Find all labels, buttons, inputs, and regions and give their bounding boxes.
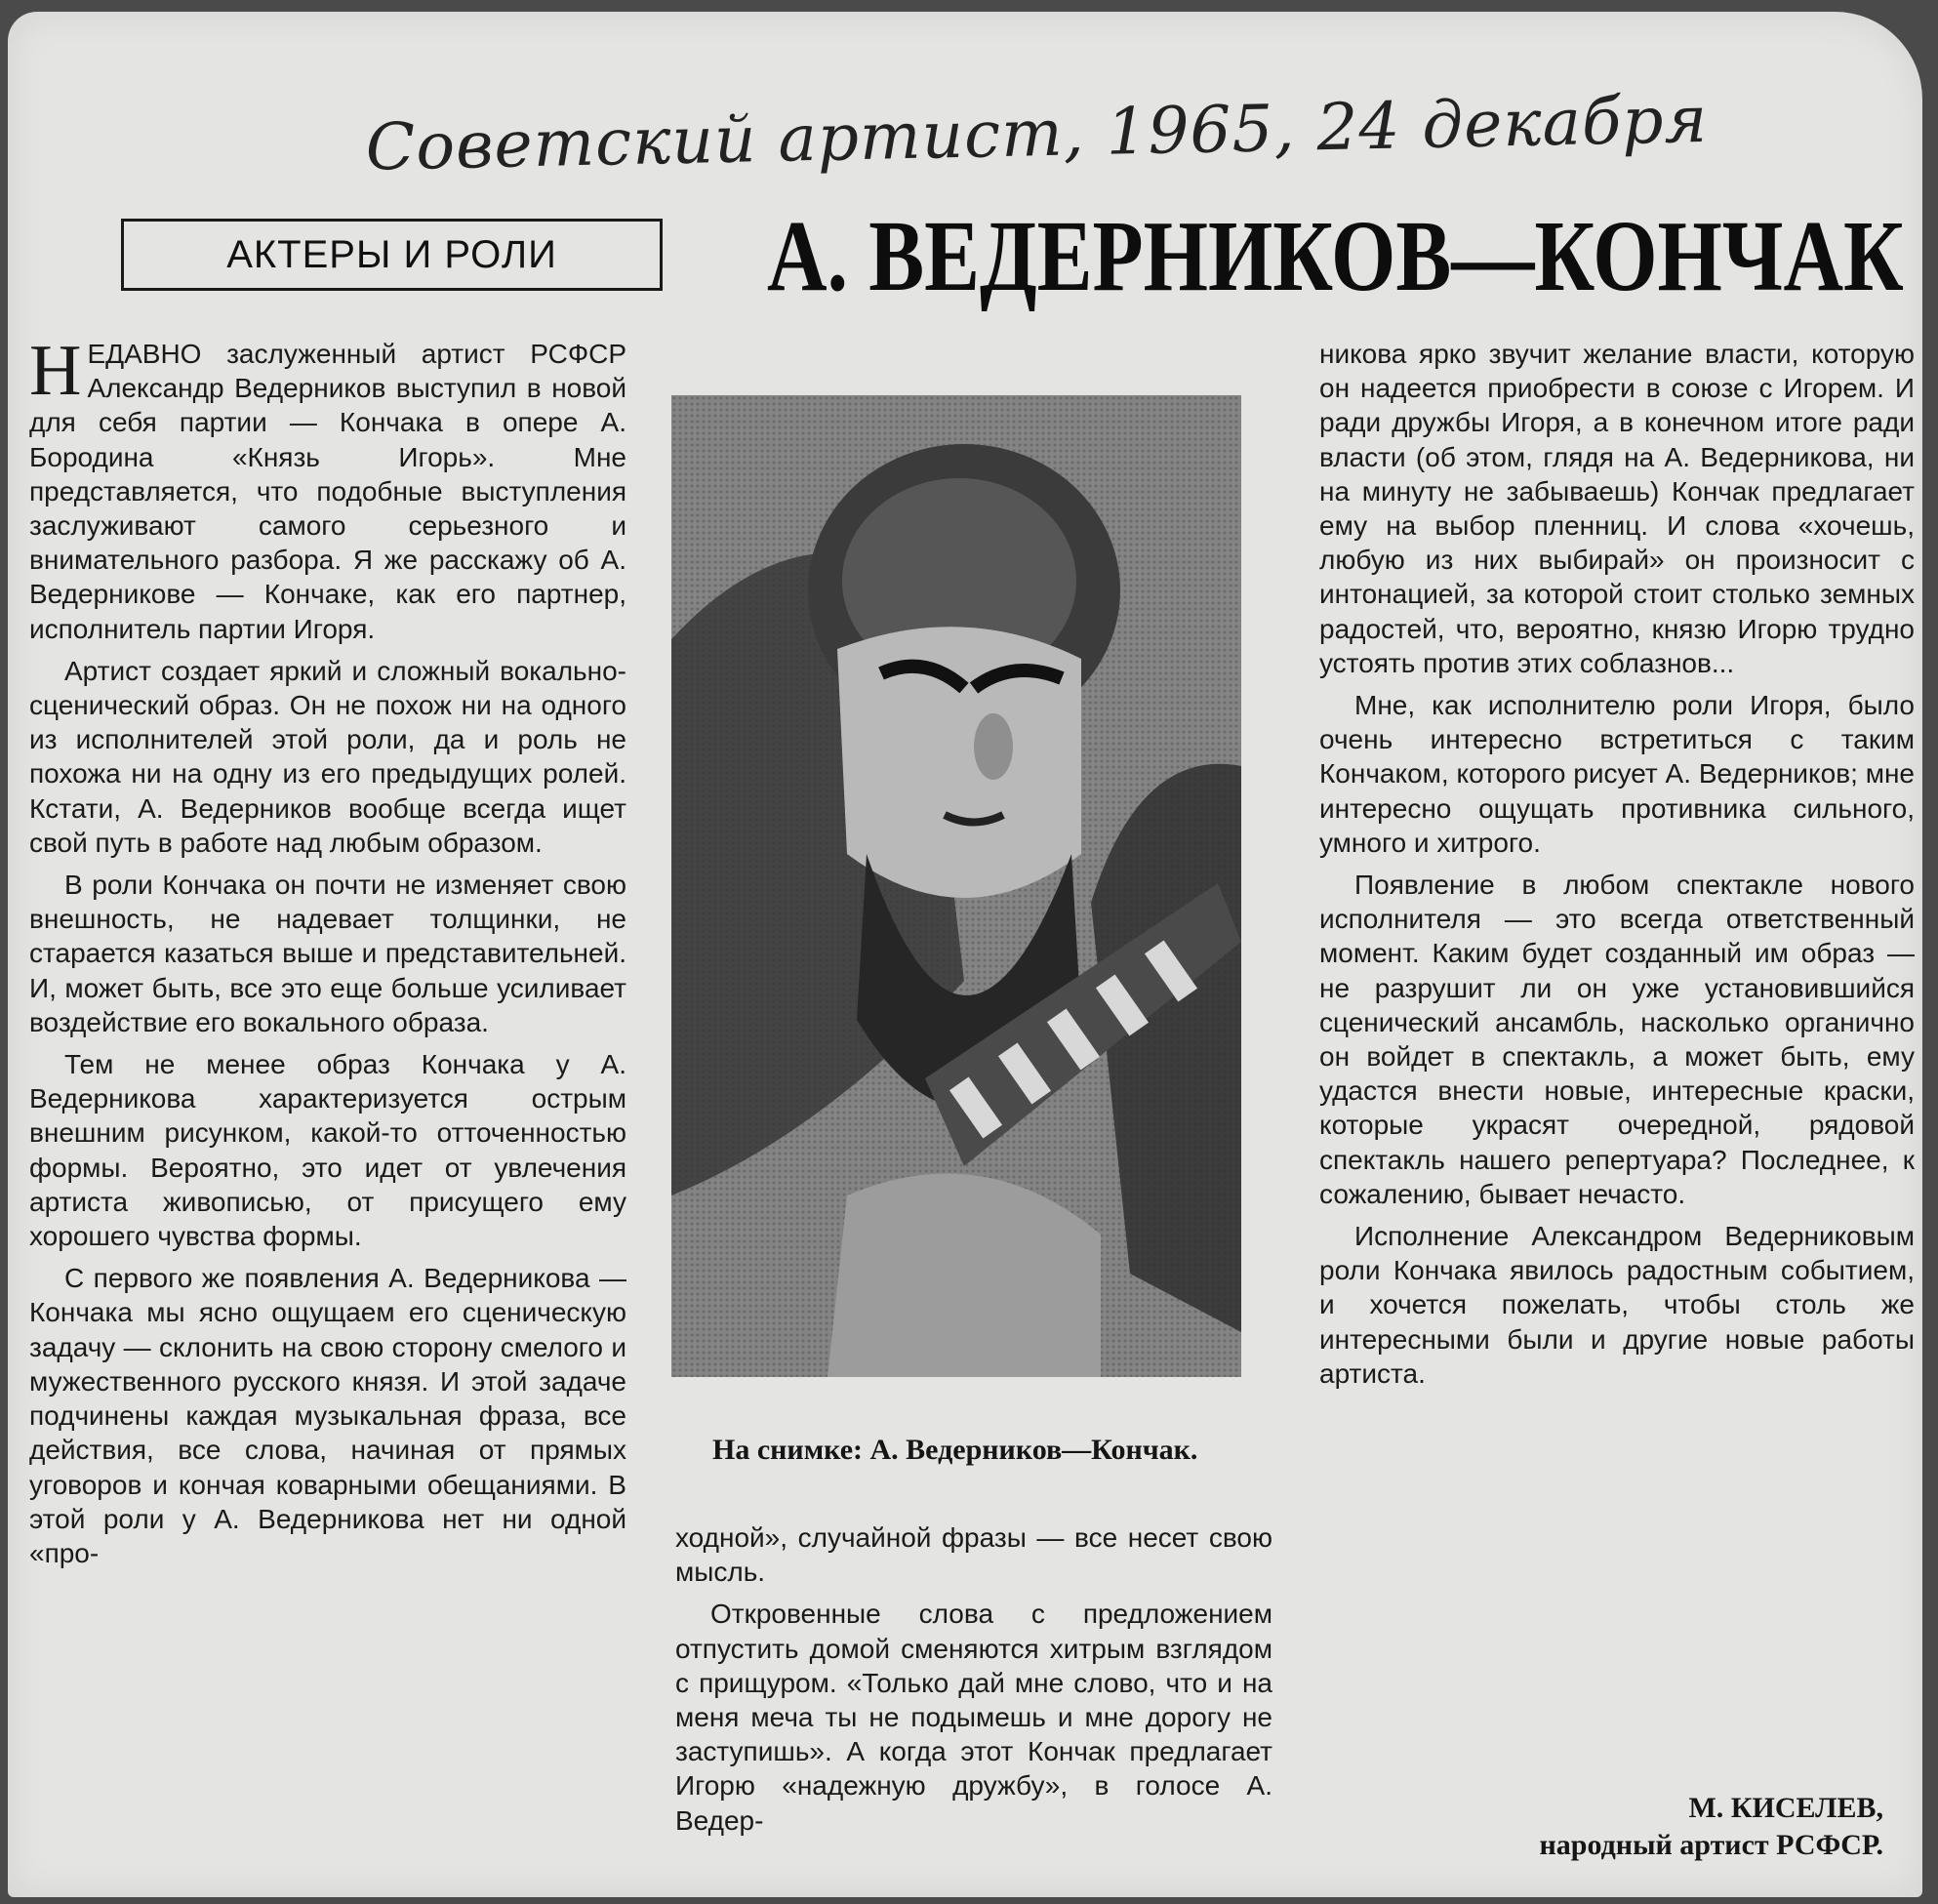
- paragraph: Артист создает яркий и сложный вокально-сценический образ. Он не похож ни на одного из исполнителей этой роли, да и роль не похожа ни на одну из его предыдущих ролей. Кстати, А. Ведерников вообще всегда ищет свой путь в работе над любым образом.: [29, 655, 626, 858]
- paragraph-text: ЕДАВНО заслуженный артист РСФСР Александр Ведерников выступил в новой для себя партии — Кончака в опере А. Бородина «Князь Игорь». Мне представляется, что подобные выступления заслуживают самого серьезного и внимательного разбора. Я же расскажу об А. Ведерникове — Кончаке, как его партнер, исполнитель партии Игоря.: [29, 339, 626, 644]
- photo-caption: На снимке: А. Ведерников—Кончак.: [712, 1434, 1198, 1466]
- paragraph: ходной», случайной фразы — все несет свою мысль.: [675, 1522, 1272, 1588]
- paragraph: никова ярко звучит желание власти, которую он надеется приобрести в союзе с Игорем. И ради дружбы Игоря, а в конечном итоге ради власти (об этом, глядя на А. Ведерникова, ни на минуту не забываешь) Кончак предлагает ему на выбор пленниц. И слова «хочешь, любую из них выбирай» он произносит с интонацией, за которой стоит столько земных радостей, что, вероятно, князю Игорю трудно устоять против этих соблазнов...: [1319, 339, 1915, 678]
- paragraph: Откровенные слова с предложением отпустить домой сменяются хитрым взглядом с прищуром. «Только дай мне слово, что и на меня меча ты не подымешь и мне дорогу не заступишь». А когда этот Кончак предлагает Игорю «надежную дружбу», в голосе А. Ведер-: [675, 1599, 1272, 1836]
- article-column-3: [1319, 337, 1915, 1391]
- paragraph: Тем не менее образ Кончака у А. Ведерникова характеризуется острым внешним рисунком, какой-то отточенностью формы. Вероятно, это идет от увлечения артиста живописью, от присущего ему хорошего чувства формы.: [29, 1049, 626, 1252]
- author-title: народный артист РСФСР.: [1539, 1829, 1883, 1861]
- drop-cap: Н: [29, 331, 82, 411]
- article-headline: А. ВЕДЕРНИКОВ—КОНЧАК: [767, 200, 1904, 312]
- paragraph: В роли Кончака он почти не изменяет свою внешность, не надевает толщинки, не старается казаться выше и представительней. И, может быть, все это еще больше усиливает воздействие его вокального образа.: [29, 870, 626, 1037]
- portrait-photo: [671, 395, 1241, 1377]
- author-name: М. КИСЕЛЕВ,: [1688, 1792, 1883, 1824]
- paragraph: С первого же появления А. Ведерникова — Кончака мы ясно ощущаем его сценическую задачу — склонить на свою сторону смелого и мужественного русского князя. И этой задаче подчинены каждая музыкальная фраза, все действия, все слова, начиная от прямых уговоров и кончая коварными обещаниями. В этой роли у А. Ведерникова нет ни одной «про-: [29, 1263, 626, 1568]
- portrait-illustration: [671, 395, 1241, 1377]
- author-signature: [1366, 1790, 1883, 1864]
- paragraph: [29, 331, 626, 646]
- article-column-1: [29, 331, 626, 1570]
- paragraph: Появление в любом спектакле нового исполнителя — это всегда ответственный момент. Каким будет созданный им образ — не разрушит ли он уже установившийся сценический ансамбль, насколько органично он войдет в спектакль, а может быть, ему удастся внести новые, интересные краски, которые украсят очередной, рядовой спектакль нашего репертуара? Последнее, к сожалению, бывает нечасто.: [1319, 870, 1915, 1209]
- article-column-2: [675, 1520, 1272, 1838]
- handwritten-source-note: Советский артист, 1965, 24 декабря: [365, 81, 1709, 185]
- rubric-label: АКТЕРЫ И РОЛИ: [121, 219, 663, 291]
- paragraph: Исполнение Александром Ведерниковым роли Кончака явилось радостным событием, и хочется пожелать, чтобы столь же интересными были и другие новые работы артиста.: [1319, 1221, 1915, 1389]
- paragraph: Мне, как исполнителю роли Игоря, было очень интересно встретиться с таким Кончаком, которого рисует А. Ведерников; мне интересно ощущать противника сильного, умного и хитрого.: [1319, 690, 1915, 858]
